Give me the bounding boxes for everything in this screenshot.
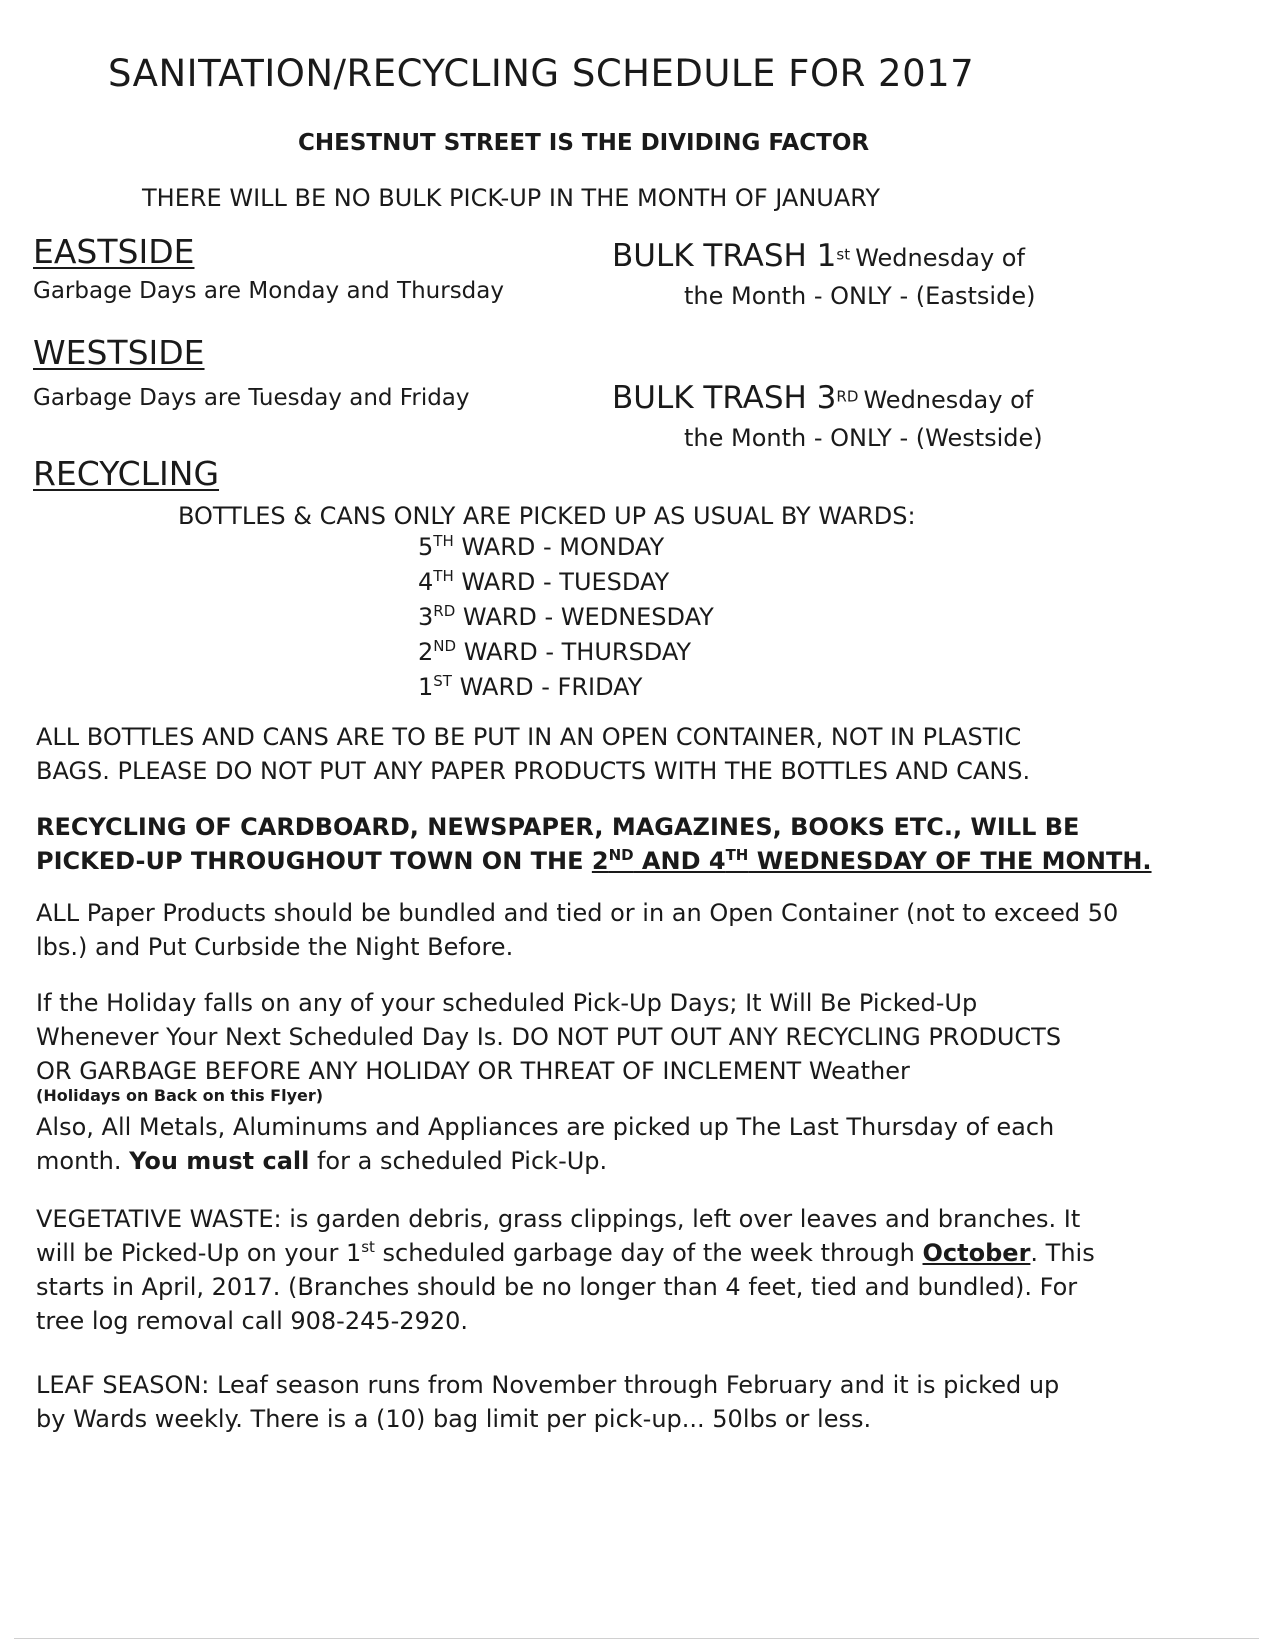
ward-item: 1ST WARD - FRIDAY (418, 672, 643, 701)
westside-garbage-days: Garbage Days are Tuesday and Friday (33, 385, 470, 411)
holiday-note: (Holidays on Back on this Flyer) (36, 1086, 324, 1105)
westside-heading: WESTSIDE (33, 333, 205, 372)
cardboard-paragraph: RECYCLING OF CARDBOARD, NEWSPAPER, MAGAZINES, BOOKS ETC., WILL BE PICKED-UP THROUGHOUT TOWN ON THE 2ND AND 4TH WEDNESDAY OF THE MONTH. (36, 813, 1152, 875)
ward-schedule-list (418, 530, 714, 705)
eastside-bulk-ordinal: st (836, 245, 851, 264)
bottom-scan-line (14, 1638, 1259, 1639)
westside-bulk-rest: Wednesday of (863, 386, 1034, 414)
ward-item: 2ND WARD - THURSDAY (418, 637, 692, 666)
subtitle: CHESTNUT STREET IS THE DIVIDING FACTOR (298, 130, 870, 156)
westside-bulk-trash (612, 380, 1033, 416)
eastside-garbage-days: Garbage Days are Monday and Thursday (33, 278, 504, 304)
metals-paragraph: Also, All Metals, Aluminums and Appliances are picked up The Last Thursday of each month. You must call for a scheduled Pick-Up. (36, 1113, 1055, 1175)
westside-bulk-ordinal: RD (836, 387, 859, 406)
ward-item: 4TH WARD - TUESDAY (418, 567, 670, 596)
leaf-season-paragraph: LEAF SEASON: Leaf season runs from November through February and it is picked up by Wards weekly. There is a (10) bag limit per pick-up... 50lbs or less. (36, 1371, 1060, 1433)
eastside-heading: EASTSIDE (33, 232, 195, 271)
paper-products-paragraph: ALL Paper Products should be bundled and tied or in an Open Container (not to exceed 50 lbs.) and Put Curbside the Night Before. (36, 899, 1119, 961)
bottles-paragraph: ALL BOTTLES AND CANS ARE TO BE PUT IN AN OPEN CONTAINER, NOT IN PLASTIC BAGS. PLEASE DO NOT PUT ANY PAPER PRODUCTS WITH THE BOTTLES AND CANS. (36, 723, 1031, 785)
ward-item: 3RD WARD - WEDNESDAY (418, 602, 714, 631)
recycling-heading: RECYCLING (33, 454, 220, 493)
recycling-intro: BOTTLES & CANS ONLY ARE PICKED UP AS USUAL BY WARDS: (178, 502, 916, 530)
page-title: SANITATION/RECYCLING SCHEDULE FOR 2017 (108, 52, 975, 95)
westside-bulk-line2: the Month - ONLY - (Westside) (684, 424, 1043, 452)
vegetative-waste-paragraph: VEGETATIVE WASTE: is garden debris, grass clippings, left over leaves and branches. It will be Picked-Up on your 1st scheduled garbage day of the week through October. This starts in April, 2017. (Branches should be no longer than 4 feet, tied and bundled). For tree log removal call 908-245-2920. (36, 1205, 1095, 1335)
eastside-bulk-label: BULK TRASH 1 (612, 238, 837, 274)
january-notice: THERE WILL BE NO BULK PICK-UP IN THE MONTH OF JANUARY (142, 184, 881, 212)
eastside-bulk-line2: the Month - ONLY - (Eastside) (684, 282, 1036, 310)
eastside-bulk-rest: Wednesday of (855, 244, 1025, 272)
westside-bulk-label: BULK TRASH 3 (612, 380, 837, 416)
eastside-bulk-trash (612, 238, 1025, 274)
ward-item: 5TH WARD - MONDAY (418, 532, 665, 561)
holiday-paragraph: If the Holiday falls on any of your scheduled Pick-Up Days; It Will Be Picked-Up Whenever Your Next Scheduled Day Is. DO NOT PUT OUT ANY RECYCLING PRODUCTS OR GARBAGE BEFORE ANY HOLIDAY OR THREAT OF INCLEMENT Weather (36, 989, 1062, 1085)
